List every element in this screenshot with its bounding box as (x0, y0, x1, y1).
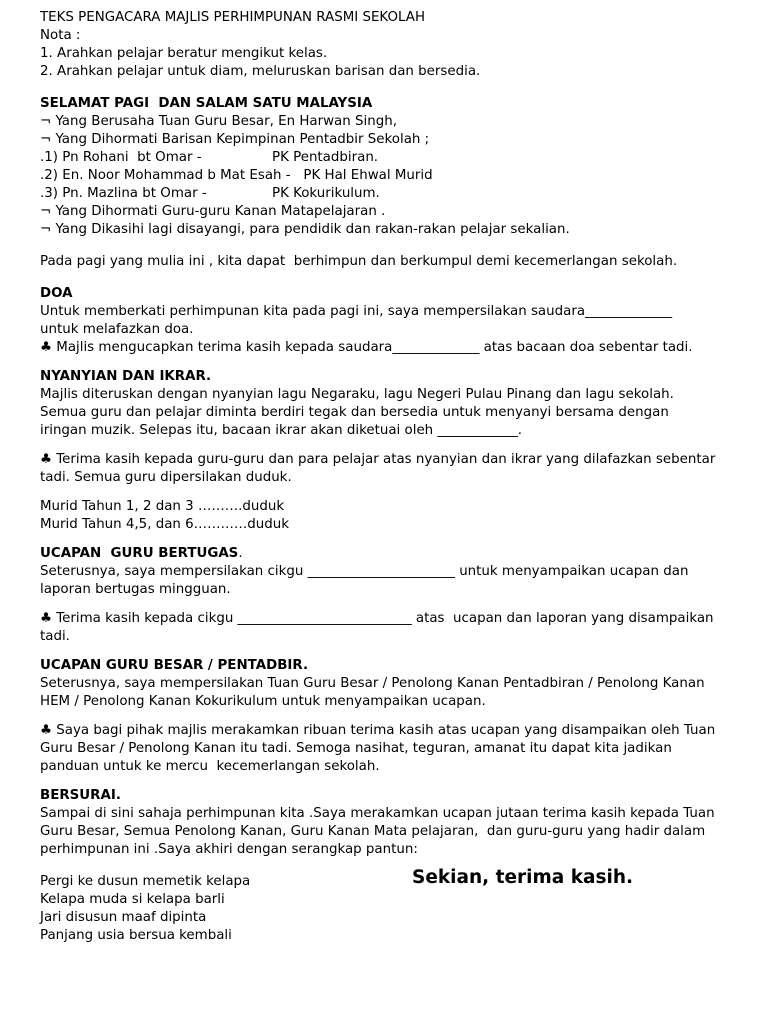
nyanyian-line: tadi. Semua guru dipersilakan duduk. (40, 470, 292, 485)
bersurai-heading: BERSURAI. (40, 788, 121, 803)
ucapan-guru-line: ♣ Terima kasih kepada cikgu __________________________ atas ucapan dan laporan yang disampaikan (40, 611, 714, 626)
pk-row (40, 185, 760, 203)
ucapan-guru-line: laporan bertugas mingguan. (40, 582, 231, 597)
bersurai-line: Guru Besar, Semua Penolong Kanan, Guru Kanan Mata pelajaran, dan guru-guru yang hadir dalam (40, 824, 706, 839)
pk-name: .2) En. Noor Mohammad b Mat Esah - (40, 168, 291, 183)
intro-paragraph: Pada pagi yang mulia ini , kita dapat berhimpun dan berkumpul demi kecemerlangan sekolah. (40, 254, 678, 269)
greeting-heading: SELAMAT PAGI DAN SALAM SATU MALAYSIA (40, 96, 373, 111)
pantun-block (40, 867, 760, 945)
closing-text: Sekian, terima kasih. (412, 867, 634, 888)
doa-heading: DOA (40, 286, 73, 301)
document-page (40, 9, 760, 945)
doa-line: ♣ Majlis mengucapkan terima kasih kepada saudara_____________ atas bacaan doa sebentar tadi. (40, 340, 693, 355)
pk-row (40, 149, 760, 167)
greeting-line: ¬ Yang Dihormati Guru-guru Kanan Matapelajaran . (40, 204, 386, 219)
murid-duduk-line: Murid Tahun 4,5, dan 6…………duduk (40, 517, 289, 532)
pk-name: .3) Pn. Mazlina bt Omar - (40, 186, 207, 201)
bersurai-line: Sampai di sini sahaja perhimpunan kita .Saya merakamkan ucapan jutaan terima kasih kepada Tuan (40, 806, 715, 821)
nyanyian-line: Semua guru dan pelajar diminta berdiri tegak dan bersedia untuk menyanyi bersama dengan (40, 405, 669, 420)
pantun-line: Panjang usia bersua kembali (40, 928, 232, 943)
doa-line: Untuk memberkati perhimpunan kita pada pagi ini, saya mempersilakan saudara_____________ (40, 304, 673, 319)
murid-duduk-line: Murid Tahun 1, 2 dan 3 ……….duduk (40, 499, 285, 514)
ucapan-guru-line: tadi. (40, 629, 70, 644)
pk-role: PK Hal Ehwal Murid (303, 168, 433, 183)
pantun-line: Pergi ke dusun memetik kelapa (40, 874, 251, 889)
doa-line: untuk melafazkan doa. (40, 322, 194, 337)
ucapan-guru-line: Seterusnya, saya mempersilakan cikgu ______________________ untuk menyampaikan ucapan dan (40, 564, 689, 579)
nyanyian-line: ♣ Terima kasih kepada guru-guru dan para pelajar atas nyanyian dan ikrar yang dilafazkan sebentar (40, 452, 716, 467)
ucapan-gb-line: HEM / Penolong Kanan Kokurikulum untuk menyampaikan ucapan. (40, 694, 486, 709)
bersurai-line: perhimpunan ini .Saya akhiri dengan serangkap pantun: (40, 842, 418, 857)
nota-item: 1. Arahkan pelajar beratur mengikut kelas. (40, 46, 328, 61)
greeting-line: ¬ Yang Berusaha Tuan Guru Besar, En Harwan Singh, (40, 114, 397, 129)
pk-name: .1) Pn Rohani bt Omar - (40, 150, 202, 165)
ucapan-gb-line: panduan untuk ke mercu kecemerlangan sekolah. (40, 759, 380, 774)
ucapan-guru-heading: UCAPAN GURU BERTUGAS. (40, 546, 243, 561)
pk-role: PK Pentadbiran. (272, 150, 379, 165)
document-title: TEKS PENGACARA MAJLIS PERHIMPUNAN RASMI SEKOLAH (40, 10, 426, 25)
nyanyian-heading: NYANYIAN DAN IKRAR. (40, 369, 212, 384)
ucapan-gb-heading: UCAPAN GURU BESAR / PENTADBIR. (40, 658, 309, 673)
nota-label: Nota : (40, 28, 81, 43)
pk-row (40, 167, 760, 185)
pantun-line: Jari disusun maaf dipinta (40, 910, 207, 925)
nyanyian-line: iringan muzik. Selepas itu, bacaan ikrar akan diketuai oleh ____________. (40, 423, 523, 438)
pk-role: PK Kokurikulum. (272, 186, 380, 201)
ucapan-gb-line: Seterusnya, saya mempersilakan Tuan Guru Besar / Penolong Kanan Pentadbiran / Penolong Kanan (40, 676, 705, 691)
greeting-line: ¬ Yang Dikasihi lagi disayangi, para pendidik dan rakan-rakan pelajar sekalian. (40, 222, 570, 237)
ucapan-gb-line: Guru Besar / Penolong Kanan itu tadi. Semoga nasihat, teguran, amanat itu dapat kita jadikan (40, 741, 672, 756)
ucapan-gb-line: ♣ Saya bagi pihak majlis merakamkan ribuan terima kasih atas ucapan yang disampaikan oleh Tuan (40, 723, 716, 738)
nyanyian-line: Majlis diteruskan dengan nyanyian lagu Negaraku, lagu Negeri Pulau Pinang dan lagu sekolah. (40, 387, 674, 402)
greeting-line: ¬ Yang Dihormati Barisan Kepimpinan Pentadbir Sekolah ; (40, 132, 430, 147)
pantun-line: Kelapa muda si kelapa barli (40, 892, 225, 907)
nota-item: 2. Arahkan pelajar untuk diam, meluruskan barisan dan bersedia. (40, 64, 481, 79)
